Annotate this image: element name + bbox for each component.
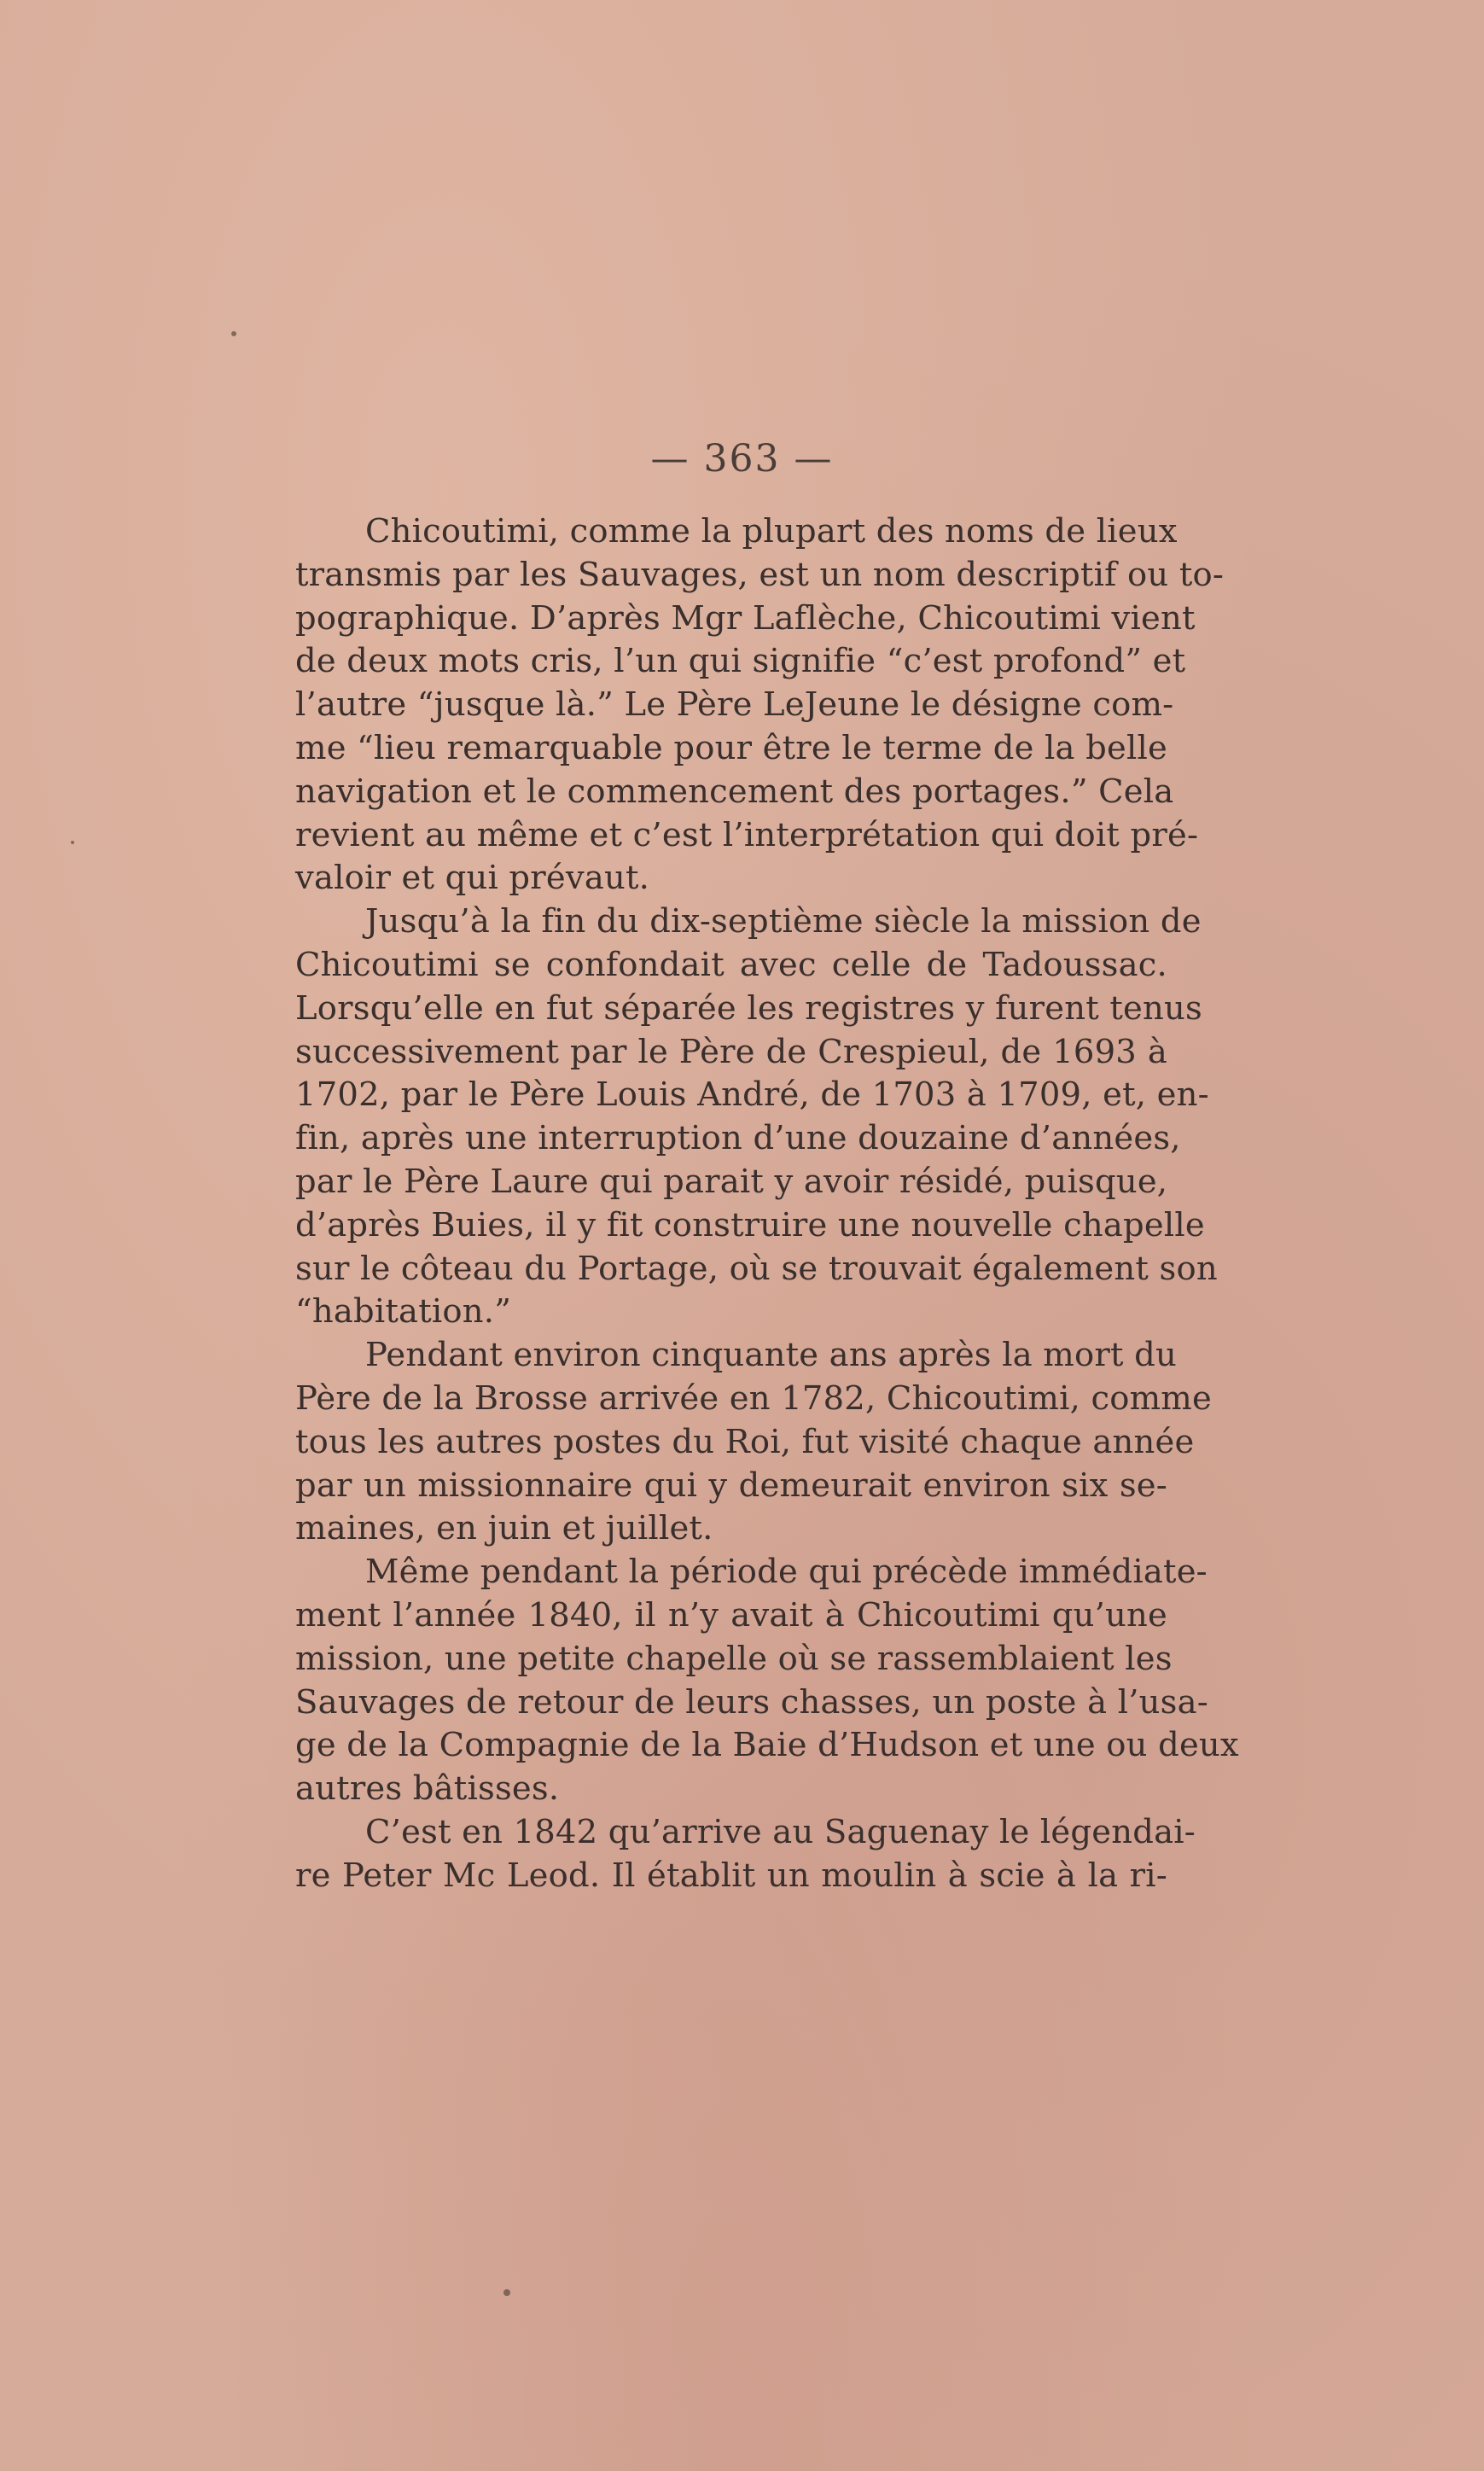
text-line: 1702, par le Père Louis André, de 1703 à 1709, et, en- (295, 1075, 1209, 1115)
text-line: autres bâtisses. (295, 1769, 560, 1809)
text-line: me “lieu remarquable pour être le terme de la belle (295, 728, 1167, 767)
text-line: ment l’année 1840, il n’y avait à Chicoutimi qu’une (295, 1595, 1167, 1635)
body-text (295, 510, 1239, 1898)
text-line: Père de la Brosse arrivée en 1782, Chicoutimi, comme (295, 1378, 1212, 1418)
paper-speck (231, 331, 236, 336)
paper-speck (71, 841, 74, 844)
text-line: navigation et le commencement des portages.” Cela (295, 772, 1174, 811)
text-line: revient au même et c’est l’interprétation qui doit pré- (295, 815, 1199, 854)
text-line: Pendant environ cinquante ans après la mort du (365, 1336, 1177, 1375)
text-line: de deux mots cris, l’un qui signifie “c’est profond” et (295, 642, 1186, 681)
text-line: successivement par le Père de Crespieul, de 1693 à (295, 1032, 1167, 1071)
paragraph (295, 510, 1225, 900)
text-line: par un missionnaire qui y demeurait environ six se- (295, 1466, 1167, 1505)
page-number: — 363 — (650, 437, 834, 481)
paragraph (295, 1334, 1212, 1551)
text-line: pographique. D’après Mgr Laflèche, Chicoutimi vient (295, 598, 1196, 638)
text-line: valoir et qui prévaut. (295, 859, 650, 898)
text-line: re Peter Mc Leod. Il établit un moulin à scie à la ri- (295, 1856, 1167, 1895)
text-line: Sauvages de retour de leurs chasses, un poste à l’usa- (295, 1682, 1208, 1722)
paragraph (295, 1811, 1196, 1898)
text-line: ge de la Compagnie de la Baie d’Hudson et une ou deux (295, 1726, 1239, 1765)
text-line: Lorsqu’elle en fut séparée les registres y furent tenus (295, 988, 1202, 1028)
text-line: Chicoutimi, comme la plupart des noms de lieux (365, 512, 1178, 551)
text-line: d’après Buies, il y fit construire une nouvelle chapelle (295, 1205, 1205, 1244)
paragraph (295, 1551, 1239, 1811)
text-line: Chicoutimi se confondait avec celle de Tadoussac. (295, 945, 1167, 984)
text-line: sur le côteau du Portage, où se trouvait également son (295, 1249, 1218, 1288)
text-line: Jusqu’à la fin du dix-septième siècle la mission de (365, 902, 1202, 941)
text-line: transmis par les Sauvages, est un nom descriptif ou to- (295, 555, 1225, 594)
text-line: Même pendant la période qui précède immédiate- (365, 1553, 1208, 1592)
paper-speck (503, 2289, 510, 2296)
text-line: par le Père Laure qui parait y avoir résidé, puisque, (295, 1162, 1168, 1201)
text-line: mission, une petite chapelle où se rassemblaient les (295, 1639, 1173, 1678)
text-line: l’autre “jusque là.” Le Père LeJeune le désigne com- (295, 685, 1174, 725)
paragraph (295, 900, 1218, 1334)
text-line: C’est en 1842 qu’arrive au Saguenay le légendai- (365, 1812, 1196, 1851)
text-line: “habitation.” (295, 1292, 512, 1332)
text-line: maines, en juin et juillet. (295, 1509, 713, 1548)
text-line: fin, après une interruption d’une douzaine d’années, (295, 1119, 1181, 1158)
text-line: tous les autres postes du Roi, fut visité chaque année (295, 1422, 1195, 1461)
